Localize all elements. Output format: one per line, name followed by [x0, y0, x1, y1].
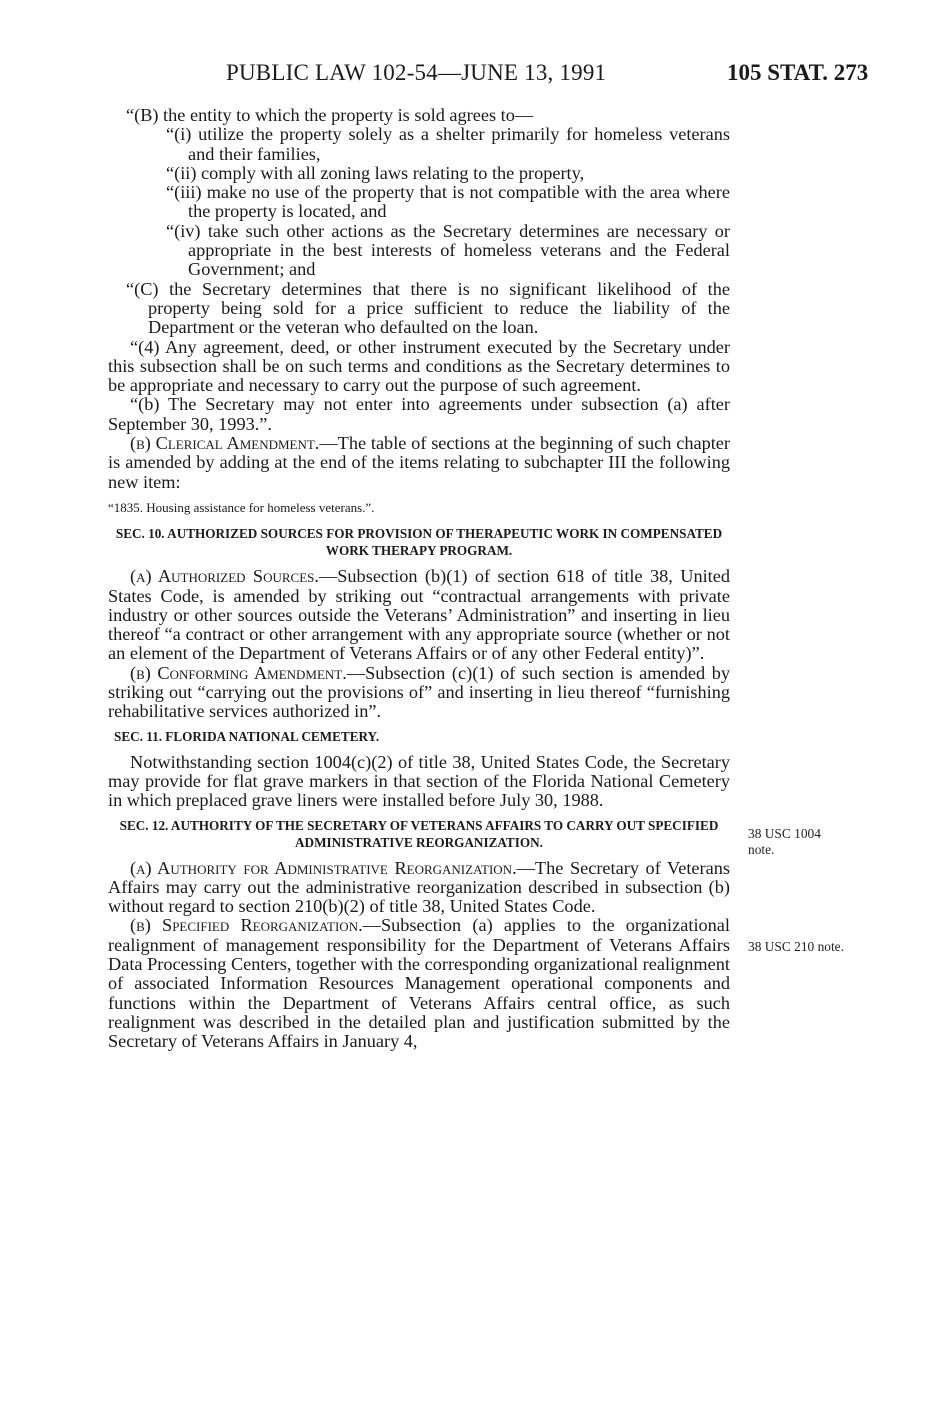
paragraph-i: “(i) utilize the property solely as a shelter primarily for homeless veterans and their families,: [166, 124, 730, 164]
paragraph-4: “(4) Any agreement, deed, or other instrument executed by the Secretary under this subsection shall be on such terms and conditions as the Secretary determines to be appropriate and necessary to carry out the purpose of such agreement.: [108, 336, 730, 396]
section-11-heading: SEC. 11. FLORIDA NATIONAL CEMETERY.: [114, 728, 380, 744]
paragraph-clerical-amendment: [108, 434, 730, 492]
section-10-a: [108, 567, 730, 663]
section-12-a-label: (a) Authority for Administrative Reorganization.: [130, 857, 517, 878]
section-10-a-label: (a) Authorized Sources.: [130, 566, 319, 587]
section-12-b-label: (b) Specified Reorganization.: [130, 915, 363, 936]
section-10-b: [108, 664, 730, 722]
paragraph-B: “(B) the entity to which the property is sold agrees to—: [126, 105, 534, 125]
margin-note-38-usc-210: 38 USC 210 note.: [748, 939, 844, 954]
paragraph-iii: “(iii) make no use of the property that is not compatible with the area where the property is located, and: [166, 182, 730, 222]
section-12-a-text: —The Secretary of Veterans Affairs may carry out the administrative reorganization described in subsection (b) without regard to section 210(b)(2) of title 38, United States Code.: [108, 857, 730, 917]
margin-note-38-usc-1004: 38 USC 1004 note.: [748, 826, 821, 857]
section-10-b-text: —Subsection (c)(1) of such section is amended by striking out “carrying out the provisions of” and inserting in lieu thereof “furnishing rehabilitative services authorized in”.: [108, 662, 730, 722]
section-10-b-label: (b) Conforming Amendment.: [130, 662, 347, 683]
section-11-text: Notwithstanding section 1004(c)(2) of title 38, United States Code, the Secretary may provide for flat grave markers in that section of the Florida National Cemetery in which preplaced grave liners were installed before July 30, 1988.: [108, 751, 730, 811]
paragraph-iv: “(iv) take such other actions as the Secretary determines are necessary or appropriate in the best interests of homeless veterans and the Federal Government; and: [166, 220, 730, 280]
header-stat-citation: 105 STAT. 273: [727, 60, 869, 85]
page-header: [0, 60, 949, 96]
paragraph-ii: “(ii) comply with all zoning laws relating to the property,: [166, 162, 585, 183]
header-title: PUBLIC LAW 102-54—JUNE 13, 1991: [226, 60, 607, 85]
section-12-b: [108, 916, 730, 1051]
new-item-1835: “1835. Housing assistance for homeless veterans.”.: [108, 499, 375, 515]
clerical-amendment-text: —The table of sections at the beginning of such chapter is amended by adding at the end of the items relating to subchapter III the following new item:: [108, 433, 730, 492]
section-10-a-text: —Subsection (b)(1) of section 618 of title 38, United States Code, is amended by striking out “contractual arrangements with private industry or other sources outside the Veterans’ Administration” and inserting in lieu thereof “a contract or other arrangement with any appropriate source (whether or not an element of the Department of Veterans Affairs or of any other Federal entity)”.: [108, 566, 730, 664]
section-12-b-text: —Subsection (a) applies to the organizational realignment of management responsibility for the Department of Veterans Affairs Data Processing Centers, together with the corresponding organizational realignment of associated Information Resources Management operational components and functions within the Department of Veterans Affairs central office, as such realignment was described in the detailed plan and justification submitted by the Secretary of Veterans Affairs in January 4,: [108, 915, 730, 1052]
document-body: [108, 106, 730, 1051]
section-12-a: [108, 859, 730, 917]
paragraph-b-quote: “(b) The Secretary may not enter into agreements under subsection (a) after September 30, 1993.”.: [108, 394, 730, 434]
paragraph-C: “(C) the Secretary determines that there is no significant likelihood of the property being sold for a price sufficient to reduce the liability of the Department or the veteran who defaulted on the loan.: [126, 278, 730, 338]
clerical-amendment-label: (b) Clerical Amendment.: [130, 433, 320, 454]
section-10-heading: SEC. 10. AUTHORIZED SOURCES FOR PROVISION OF THERAPEUTIC WORK IN COMPENSATED WORK THERAPY PROGRAM.: [115, 526, 723, 559]
section-12-heading: SEC. 12. AUTHORITY OF THE SECRETARY OF VETERANS AFFAIRS TO CARRY OUT SPECIFIED ADMINISTRATIVE REORGANIZATION.: [119, 817, 719, 850]
